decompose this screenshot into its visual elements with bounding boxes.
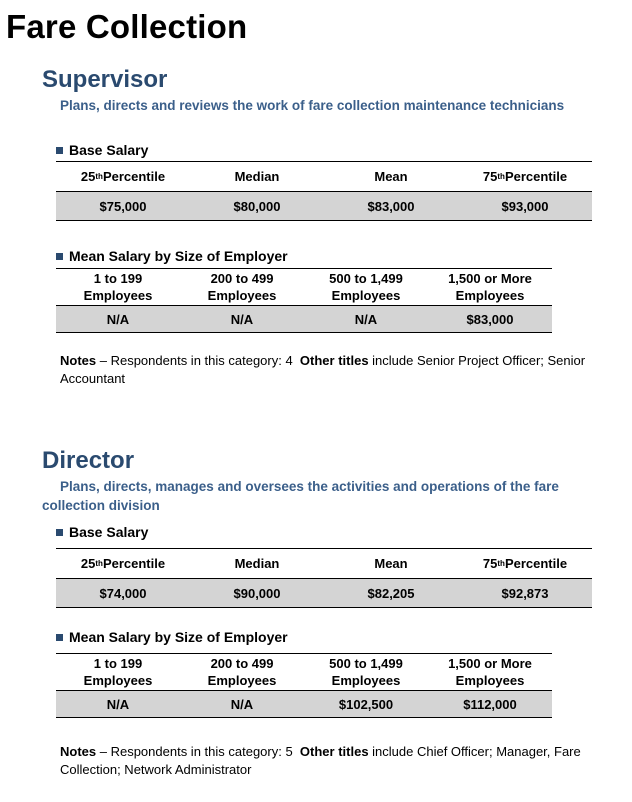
header-200-to-499: 200 to 499 Employees [207, 271, 277, 303]
value-1500-or-more: $83,000 [466, 311, 514, 327]
value-mean: $83,000 [367, 198, 415, 214]
header-75th-percentile: 75 th Percentile [482, 169, 568, 184]
value-median: $90,000 [233, 585, 281, 601]
header-25th-percentile: 25 th Percentile [80, 556, 166, 571]
header-1500-or-more: 1,500 or More Employees [448, 271, 532, 303]
base-salary-heading [56, 524, 148, 540]
header-200-to-499: 200 to 499 Employees [207, 656, 277, 688]
value-500-to-1499: N/A [354, 311, 378, 327]
header-1-to-199: 1 to 199 Employees [83, 656, 153, 688]
square-bullet-icon [56, 529, 63, 536]
header-mean: Mean [374, 169, 408, 184]
value-500-to-1499: $102,500 [338, 696, 394, 712]
square-bullet-icon [56, 253, 63, 260]
header-mean: Mean [374, 556, 408, 571]
value-75th-percentile: $92,873 [501, 585, 549, 601]
employer-size-table [56, 268, 552, 333]
base-salary-table [56, 548, 592, 608]
notes-label: Notes [60, 353, 97, 368]
section-description: Plans, directs, manages and oversees the activities and operations of the fare collection division [42, 479, 559, 513]
value-25th-percentile: $74,000 [99, 585, 147, 601]
employer-size-table [56, 653, 552, 718]
base-salary-table [56, 161, 592, 221]
base-salary-heading-label: Base Salary [69, 524, 149, 540]
value-25th-percentile: $75,000 [99, 198, 147, 214]
table-row [56, 578, 592, 608]
square-bullet-icon [56, 147, 63, 154]
notes-respondents: – Respondents in this category: 5 [96, 744, 293, 759]
value-1-to-199: N/A [106, 311, 130, 327]
other-titles-text: include Chief Officer; Manager, Fare Collection; Network Administrator [60, 744, 581, 777]
section-title: Supervisor [42, 66, 168, 93]
notes [60, 743, 620, 779]
base-salary-heading-label: Base Salary [69, 142, 149, 158]
other-titles-label: Other titles [299, 744, 369, 759]
header-1500-or-more: 1,500 or More Employees [448, 656, 532, 688]
value-mean: $82,205 [367, 585, 415, 601]
header-median: Median [234, 169, 280, 184]
value-1-to-199: N/A [106, 696, 130, 712]
header-1-to-199: 1 to 199 Employees [83, 271, 153, 303]
employer-size-heading [56, 629, 288, 645]
value-median: $80,000 [233, 198, 281, 214]
header-500-to-1499: 500 to 1,499 Employees [329, 271, 403, 303]
header-500-to-1499: 500 to 1,499 Employees [329, 656, 403, 688]
page-title: Fare Collection [6, 8, 248, 45]
table-row [56, 690, 552, 718]
header-median: Median [234, 556, 280, 571]
value-200-to-499: N/A [230, 696, 254, 712]
value-200-to-499: N/A [230, 311, 254, 327]
notes-label: Notes [60, 744, 97, 759]
table-header-row [56, 654, 552, 690]
employer-size-heading-label: Mean Salary by Size of Employer [69, 248, 288, 264]
value-75th-percentile: $93,000 [501, 198, 549, 214]
value-1500-or-more: $112,000 [463, 696, 517, 712]
base-salary-heading [56, 142, 148, 158]
employer-size-heading-label: Mean Salary by Size of Employer [69, 629, 288, 645]
header-75th-percentile: 75 th Percentile [482, 556, 568, 571]
other-titles-label: Other titles [299, 353, 369, 368]
header-25th-percentile: 25 th Percentile [80, 169, 166, 184]
other-titles-text: include Senior Project Officer; Senior Accountant [60, 353, 586, 386]
employer-size-heading [56, 248, 288, 264]
table-row [56, 305, 552, 333]
notes [60, 352, 620, 388]
section-description: Plans, directs and reviews the work of fare collection maintenance technicians [60, 98, 565, 113]
table-header-row [56, 269, 552, 305]
notes-respondents: – Respondents in this category: 4 [96, 353, 293, 368]
table-header-row [56, 162, 592, 191]
section-title: Director [42, 447, 135, 474]
table-row [56, 191, 592, 221]
square-bullet-icon [56, 634, 63, 641]
table-header-row [56, 549, 592, 578]
